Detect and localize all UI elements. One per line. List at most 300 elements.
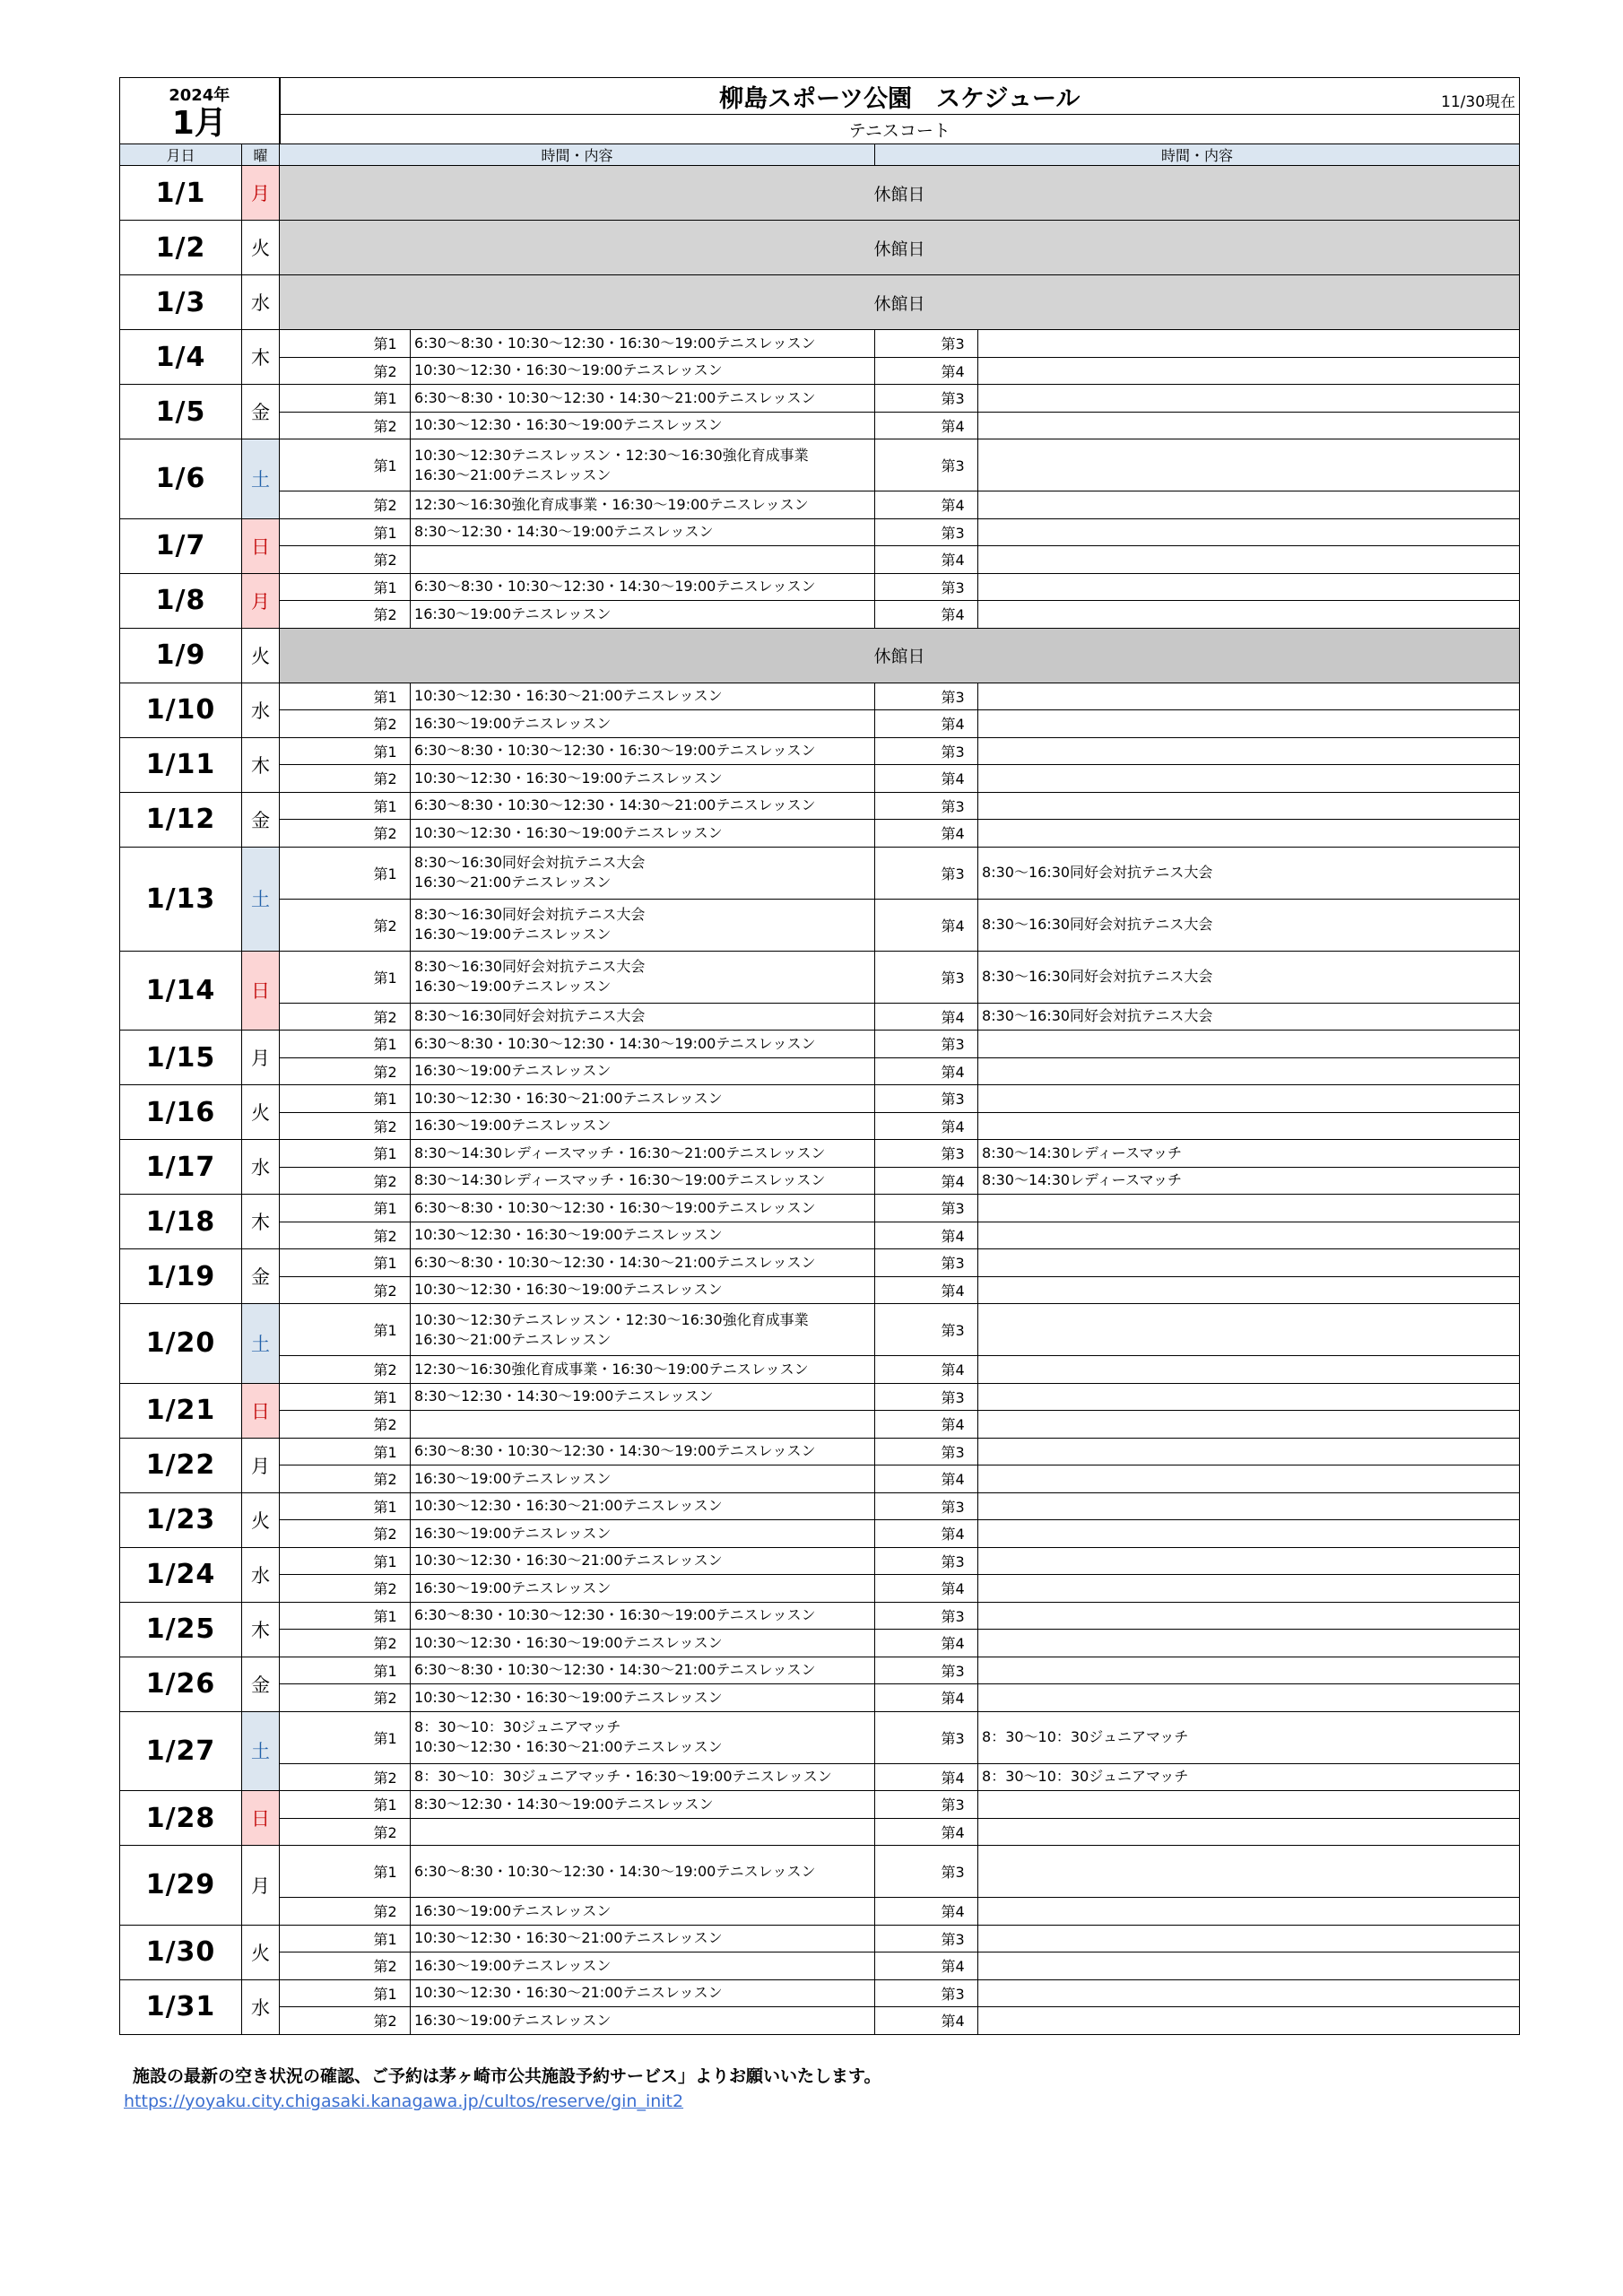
court-spacer-right [875, 1195, 938, 1222]
court-schedule [978, 385, 1520, 413]
col-header-dow: 曜 [242, 144, 280, 166]
court-label: 第3 [938, 1304, 978, 1356]
day-of-week: 日 [242, 951, 280, 1031]
court-schedule [978, 1383, 1520, 1411]
day-of-week: 月 [242, 1438, 280, 1492]
day-date: 1/8 [120, 573, 242, 628]
court-label: 第2 [370, 1112, 411, 1140]
court-schedule [978, 1249, 1520, 1277]
court-label: 第2 [370, 820, 411, 848]
court-schedule [978, 1846, 1520, 1898]
day-of-week: 金 [242, 1657, 280, 1711]
court-label: 第2 [370, 1684, 411, 1712]
court-label: 第4 [938, 1630, 978, 1657]
day-row-closed [120, 628, 1520, 683]
day-row [120, 1140, 1520, 1168]
day-of-week: 水 [242, 683, 280, 737]
page-title [280, 78, 1520, 115]
day-date: 1/28 [120, 1791, 242, 1846]
court-label: 第4 [938, 1222, 978, 1249]
court-label: 第1 [370, 1383, 411, 1411]
court-label: 第3 [938, 737, 978, 765]
court-schedule [978, 1630, 1520, 1657]
court-label: 第4 [938, 412, 978, 439]
day-date: 1/6 [120, 439, 242, 519]
court-spacer-left [280, 1492, 370, 1520]
court-label: 第1 [370, 1249, 411, 1277]
court-schedule: 10:30〜12:30・16:30〜21:00テニスレッスン [411, 1979, 875, 2007]
court-spacer-right [875, 1575, 938, 1603]
year-label: 2024年 [169, 85, 230, 105]
day-date: 1/21 [120, 1383, 242, 1438]
court-spacer-right [875, 1249, 938, 1277]
day-row [120, 1711, 1520, 1763]
day-date: 1/15 [120, 1031, 242, 1085]
court-spacer-right [875, 1222, 938, 1249]
court-spacer-right [875, 1003, 938, 1031]
court-schedule: 6:30〜8:30・10:30〜12:30・14:30〜21:00テニスレッスン [411, 1249, 875, 1277]
court-schedule [978, 1925, 1520, 1952]
court-label: 第2 [370, 601, 411, 629]
court-label: 第3 [938, 1492, 978, 1520]
court-label: 第3 [938, 439, 978, 491]
day-row [120, 1003, 1520, 1031]
court-spacer-right [875, 1276, 938, 1304]
day-of-week: 木 [242, 330, 280, 385]
court-label: 第3 [938, 330, 978, 358]
court-schedule: 12:30〜16:30強化育成事業・16:30〜19:00テニスレッスン [411, 491, 875, 519]
court-spacer-right [875, 601, 938, 629]
court-schedule [978, 737, 1520, 765]
court-schedule: 8:30〜16:30同好会対抗テニス大会 [978, 951, 1520, 1003]
court-spacer-right [875, 573, 938, 601]
court-schedule: 16:30〜19:00テニスレッスン [411, 1575, 875, 1603]
court-label: 第1 [370, 1657, 411, 1684]
court-schedule [978, 1112, 1520, 1140]
court-schedule: 8：30〜10：30ジュニアマッチ [978, 1711, 1520, 1763]
court-schedule: 10:30〜12:30・16:30〜19:00テニスレッスン [411, 1684, 875, 1712]
court-schedule: 6:30〜8:30・10:30〜12:30・16:30〜19:00テニスレッスン [411, 1195, 875, 1222]
day-row [120, 518, 1520, 546]
court-schedule: 16:30〜19:00テニスレッスン [411, 1952, 875, 1980]
court-spacer-right [875, 2007, 938, 2035]
court-label: 第3 [938, 1657, 978, 1684]
court-spacer-right [875, 1952, 938, 1980]
court-label: 第4 [938, 1952, 978, 1980]
day-row [120, 1925, 1520, 1952]
court-label: 第2 [370, 710, 411, 738]
day-of-week: 土 [242, 439, 280, 519]
court-spacer-left [280, 1112, 370, 1140]
court-label: 第3 [938, 683, 978, 710]
court-label: 第4 [938, 2007, 978, 2035]
court-spacer-left [280, 357, 370, 385]
closed-label: 休館日 [280, 166, 1520, 221]
court-spacer-left [280, 1657, 370, 1684]
day-date: 1/23 [120, 1492, 242, 1547]
day-date: 1/20 [120, 1304, 242, 1384]
day-date: 1/24 [120, 1547, 242, 1602]
day-row [120, 1031, 1520, 1058]
court-label: 第4 [938, 899, 978, 951]
court-label: 第4 [938, 1057, 978, 1085]
day-row [120, 2007, 1520, 2035]
court-spacer-left [280, 1167, 370, 1195]
court-spacer-right [875, 412, 938, 439]
court-label: 第3 [938, 1195, 978, 1222]
day-row [120, 601, 1520, 629]
day-row [120, 820, 1520, 848]
court-label: 第4 [938, 1356, 978, 1384]
court-spacer-left [280, 601, 370, 629]
court-spacer-right [875, 1979, 938, 2007]
court-schedule: 8:30〜16:30同好会対抗テニス大会 16:30〜21:00テニスレッスン [411, 847, 875, 899]
court-spacer-right [875, 710, 938, 738]
day-row [120, 1575, 1520, 1603]
court-schedule: 8:30〜14:30レディースマッチ・16:30〜21:00テニスレッスン [411, 1140, 875, 1168]
court-schedule: 8:30〜16:30同好会対抗テニス大会 [978, 899, 1520, 951]
court-label: 第3 [938, 1085, 978, 1113]
day-row [120, 1304, 1520, 1356]
court-label: 第3 [938, 573, 978, 601]
court-label: 第1 [370, 385, 411, 413]
court-schedule [978, 1085, 1520, 1113]
court-spacer-left [280, 1383, 370, 1411]
day-date: 1/14 [120, 951, 242, 1031]
court-schedule: 6:30〜8:30・10:30〜12:30・14:30〜21:00テニスレッスン [411, 385, 875, 413]
day-of-week: 土 [242, 847, 280, 951]
court-schedule: 10:30〜12:30テニスレッスン・12:30〜16:30強化育成事業 16:30〜21:00テニスレッスン [411, 1304, 875, 1356]
court-label: 第1 [370, 951, 411, 1003]
court-schedule: 6:30〜8:30・10:30〜12:30・14:30〜19:00テニスレッスン [411, 1438, 875, 1465]
court-spacer-left [280, 1846, 370, 1898]
court-label: 第4 [938, 357, 978, 385]
court-schedule [978, 1791, 1520, 1819]
day-of-week: 水 [242, 1140, 280, 1195]
court-schedule [978, 2007, 1520, 2035]
court-label: 第4 [938, 820, 978, 848]
day-row [120, 491, 1520, 519]
court-spacer-right [875, 1304, 938, 1356]
court-spacer-left [280, 1952, 370, 1980]
day-row-closed [120, 166, 1520, 221]
court-schedule [978, 1195, 1520, 1222]
day-row [120, 1602, 1520, 1630]
court-spacer-left [280, 1898, 370, 1926]
court-spacer-left [280, 1411, 370, 1439]
day-date: 1/13 [120, 847, 242, 951]
court-label: 第2 [370, 1575, 411, 1603]
court-spacer-left [280, 1276, 370, 1304]
court-schedule: 8：30〜10：30ジュニアマッチ・16:30〜19:00テニスレッスン [411, 1763, 875, 1791]
court-label: 第4 [938, 1684, 978, 1712]
court-spacer-right [875, 1438, 938, 1465]
court-label: 第2 [370, 1411, 411, 1439]
court-spacer-left [280, 1140, 370, 1168]
day-of-week: 月 [242, 573, 280, 628]
court-schedule: 8:30〜16:30同好会対抗テニス大会 [978, 847, 1520, 899]
court-spacer-right [875, 1630, 938, 1657]
court-schedule [978, 1031, 1520, 1058]
day-row [120, 1492, 1520, 1520]
court-spacer-left [280, 385, 370, 413]
court-spacer-right [875, 518, 938, 546]
day-of-week: 土 [242, 1711, 280, 1791]
court-spacer-right [875, 951, 938, 1003]
court-schedule [978, 1979, 1520, 2007]
court-schedule: 6:30〜8:30・10:30〜12:30・16:30〜19:00テニスレッスン [411, 330, 875, 358]
day-of-week: 水 [242, 1979, 280, 2034]
court-schedule [978, 491, 1520, 519]
closed-label: 休館日 [280, 275, 1520, 330]
court-schedule: 8:30〜12:30・14:30〜19:00テニスレッスン [411, 1383, 875, 1411]
court-label: 第2 [370, 1003, 411, 1031]
court-label: 第4 [938, 710, 978, 738]
court-label: 第3 [938, 1979, 978, 2007]
court-schedule: 10:30〜12:30・16:30〜21:00テニスレッスン [411, 1547, 875, 1575]
court-spacer-left [280, 2007, 370, 2035]
court-spacer-left [280, 737, 370, 765]
day-date: 1/29 [120, 1846, 242, 1926]
court-label: 第1 [370, 1140, 411, 1168]
court-schedule: 8：30〜10：30ジュニアマッチ [978, 1763, 1520, 1791]
court-spacer-left [280, 1575, 370, 1603]
closed-label: 休館日 [280, 628, 1520, 683]
court-schedule: 10:30〜12:30・16:30〜21:00テニスレッスン [411, 1925, 875, 1952]
day-date: 1/31 [120, 1979, 242, 2034]
day-row [120, 1818, 1520, 1846]
court-schedule [978, 1356, 1520, 1384]
court-spacer-left [280, 573, 370, 601]
court-spacer-right [875, 847, 938, 899]
day-row [120, 1438, 1520, 1465]
day-row [120, 1547, 1520, 1575]
court-label: 第2 [370, 1356, 411, 1384]
court-spacer-left [280, 1222, 370, 1249]
col-header-time-1: 時間・内容 [280, 144, 875, 166]
court-label: 第1 [370, 330, 411, 358]
court-schedule [978, 820, 1520, 848]
court-spacer-left [280, 1249, 370, 1277]
reservation-link[interactable]: https://yoyaku.city.chigasaki.kanagawa.jp/cultos/reserve/gin_init2 [124, 2092, 684, 2111]
day-date: 1/9 [120, 628, 242, 683]
court-schedule: 10:30〜12:30テニスレッスン・12:30〜16:30強化育成事業 16:30〜21:00テニスレッスン [411, 439, 875, 491]
day-row [120, 412, 1520, 439]
day-row [120, 683, 1520, 710]
court-label: 第4 [938, 601, 978, 629]
day-row [120, 1684, 1520, 1712]
day-date: 1/7 [120, 518, 242, 573]
col-header-time-2: 時間・内容 [875, 144, 1520, 166]
court-schedule [978, 601, 1520, 629]
day-row [120, 1112, 1520, 1140]
court-spacer-right [875, 1711, 938, 1763]
court-label: 第2 [370, 1167, 411, 1195]
court-schedule: 16:30〜19:00テニスレッスン [411, 601, 875, 629]
court-label: 第2 [370, 1898, 411, 1926]
day-of-week: 日 [242, 518, 280, 573]
court-label: 第2 [370, 899, 411, 951]
court-schedule [978, 765, 1520, 793]
court-label: 第3 [938, 847, 978, 899]
day-row [120, 1195, 1520, 1222]
day-of-week: 火 [242, 628, 280, 683]
court-spacer-left [280, 546, 370, 574]
court-spacer-right [875, 683, 938, 710]
day-date: 1/22 [120, 1438, 242, 1492]
court-spacer-left [280, 1684, 370, 1712]
schedule-table [119, 77, 1520, 2035]
day-row [120, 710, 1520, 738]
court-label: 第4 [938, 1112, 978, 1140]
as-of-date: 11/30現在 [1441, 93, 1516, 111]
day-row [120, 1249, 1520, 1277]
court-schedule: 16:30〜19:00テニスレッスン [411, 1520, 875, 1548]
court-spacer-right [875, 1031, 938, 1058]
court-label: 第2 [370, 546, 411, 574]
court-spacer-left [280, 899, 370, 951]
day-date: 1/27 [120, 1711, 242, 1791]
day-row [120, 1411, 1520, 1439]
court-spacer-right [875, 899, 938, 951]
day-of-week: 水 [242, 1547, 280, 1602]
court-label: 第4 [938, 1167, 978, 1195]
court-spacer-right [875, 792, 938, 820]
day-of-week: 木 [242, 737, 280, 792]
court-spacer-right [875, 1898, 938, 1926]
day-row [120, 1979, 1520, 2007]
court-spacer-left [280, 792, 370, 820]
court-label: 第2 [370, 1276, 411, 1304]
court-spacer-right [875, 1657, 938, 1684]
court-label: 第2 [370, 1818, 411, 1846]
day-row [120, 330, 1520, 358]
day-date: 1/17 [120, 1140, 242, 1195]
court-schedule [978, 1057, 1520, 1085]
court-schedule: 10:30〜12:30・16:30〜19:00テニスレッスン [411, 1276, 875, 1304]
court-spacer-left [280, 1979, 370, 2007]
court-spacer-right [875, 1140, 938, 1168]
day-row [120, 546, 1520, 574]
court-label: 第3 [938, 1031, 978, 1058]
court-schedule [978, 1492, 1520, 1520]
court-spacer-left [280, 1630, 370, 1657]
day-row [120, 1465, 1520, 1493]
court-spacer-left [280, 330, 370, 358]
court-label: 第3 [938, 1140, 978, 1168]
court-spacer-right [875, 1057, 938, 1085]
court-schedule: 6:30〜8:30・10:30〜12:30・16:30〜19:00テニスレッスン [411, 1602, 875, 1630]
court-schedule [978, 412, 1520, 439]
court-schedule: 10:30〜12:30・16:30〜19:00テニスレッスン [411, 765, 875, 793]
day-date: 1/26 [120, 1657, 242, 1711]
court-label: 第4 [938, 1003, 978, 1031]
court-spacer-right [875, 330, 938, 358]
court-spacer-left [280, 1304, 370, 1356]
court-label: 第2 [370, 1763, 411, 1791]
court-schedule [411, 1818, 875, 1846]
day-of-week: 水 [242, 275, 280, 330]
day-of-week: 金 [242, 385, 280, 439]
court-spacer-left [280, 847, 370, 899]
court-label: 第1 [370, 1304, 411, 1356]
day-date: 1/2 [120, 221, 242, 275]
court-label: 第2 [370, 1465, 411, 1493]
court-schedule [978, 1304, 1520, 1356]
court-spacer-right [875, 357, 938, 385]
court-spacer-right [875, 491, 938, 519]
col-header-date: 月日 [120, 144, 242, 166]
court-schedule: 6:30〜8:30・10:30〜12:30・14:30〜19:00テニスレッスン [411, 1031, 875, 1058]
court-spacer-right [875, 820, 938, 848]
facility-label: テニスコート [280, 115, 1520, 144]
court-spacer-right [875, 1791, 938, 1819]
court-spacer-right [875, 385, 938, 413]
day-row [120, 385, 1520, 413]
court-schedule: 10:30〜12:30・16:30〜19:00テニスレッスン [411, 357, 875, 385]
day-of-week: 金 [242, 1249, 280, 1304]
court-spacer-left [280, 1057, 370, 1085]
court-spacer-right [875, 1085, 938, 1113]
court-spacer-left [280, 1520, 370, 1548]
court-label: 第4 [938, 1818, 978, 1846]
court-schedule: 6:30〜8:30・10:30〜12:30・14:30〜21:00テニスレッスン [411, 1657, 875, 1684]
court-spacer-left [280, 1818, 370, 1846]
court-spacer-left [280, 710, 370, 738]
court-schedule [978, 1547, 1520, 1575]
court-schedule [978, 357, 1520, 385]
court-spacer-left [280, 1791, 370, 1819]
court-schedule [411, 1411, 875, 1439]
day-row [120, 1657, 1520, 1684]
court-spacer-left [280, 518, 370, 546]
court-spacer-right [875, 1167, 938, 1195]
footer-note: 施設の最新の空き状況の確認、ご予約は茅ヶ崎市公共施設予約サービス」よりお願いいたします。 [133, 2066, 881, 2086]
court-label: 第1 [370, 518, 411, 546]
court-label: 第2 [370, 1520, 411, 1548]
court-schedule: 10:30〜12:30・16:30〜19:00テニスレッスン [411, 820, 875, 848]
court-spacer-right [875, 1520, 938, 1548]
schedule-sheet [119, 77, 1519, 2035]
court-label: 第1 [370, 1492, 411, 1520]
court-label: 第3 [938, 1791, 978, 1819]
court-schedule: 6:30〜8:30・10:30〜12:30・14:30〜19:00テニスレッスン [411, 573, 875, 601]
court-schedule: 10:30〜12:30・16:30〜19:00テニスレッスン [411, 412, 875, 439]
court-spacer-right [875, 1492, 938, 1520]
day-of-week: 木 [242, 1602, 280, 1657]
court-label: 第1 [370, 792, 411, 820]
court-schedule: 8:30〜14:30レディースマッチ・16:30〜19:00テニスレッスン [411, 1167, 875, 1195]
day-of-week: 火 [242, 1925, 280, 1979]
day-row [120, 737, 1520, 765]
year-month-cell [120, 78, 280, 144]
court-schedule [978, 1818, 1520, 1846]
day-row [120, 439, 1520, 491]
court-spacer-left [280, 1763, 370, 1791]
court-label: 第2 [370, 765, 411, 793]
day-row [120, 1846, 1520, 1898]
court-spacer-right [875, 1465, 938, 1493]
court-label: 第1 [370, 1979, 411, 2007]
court-schedule: 8:30〜12:30・14:30〜19:00テニスレッスン [411, 1791, 875, 1819]
court-schedule [978, 1898, 1520, 1926]
court-spacer-right [875, 1356, 938, 1384]
court-schedule [978, 1657, 1520, 1684]
court-schedule: 8:30〜14:30レディースマッチ [978, 1140, 1520, 1168]
court-schedule: 6:30〜8:30・10:30〜12:30・16:30〜19:00テニスレッスン [411, 737, 875, 765]
court-schedule: 16:30〜19:00テニスレッスン [411, 2007, 875, 2035]
court-schedule [978, 1276, 1520, 1304]
